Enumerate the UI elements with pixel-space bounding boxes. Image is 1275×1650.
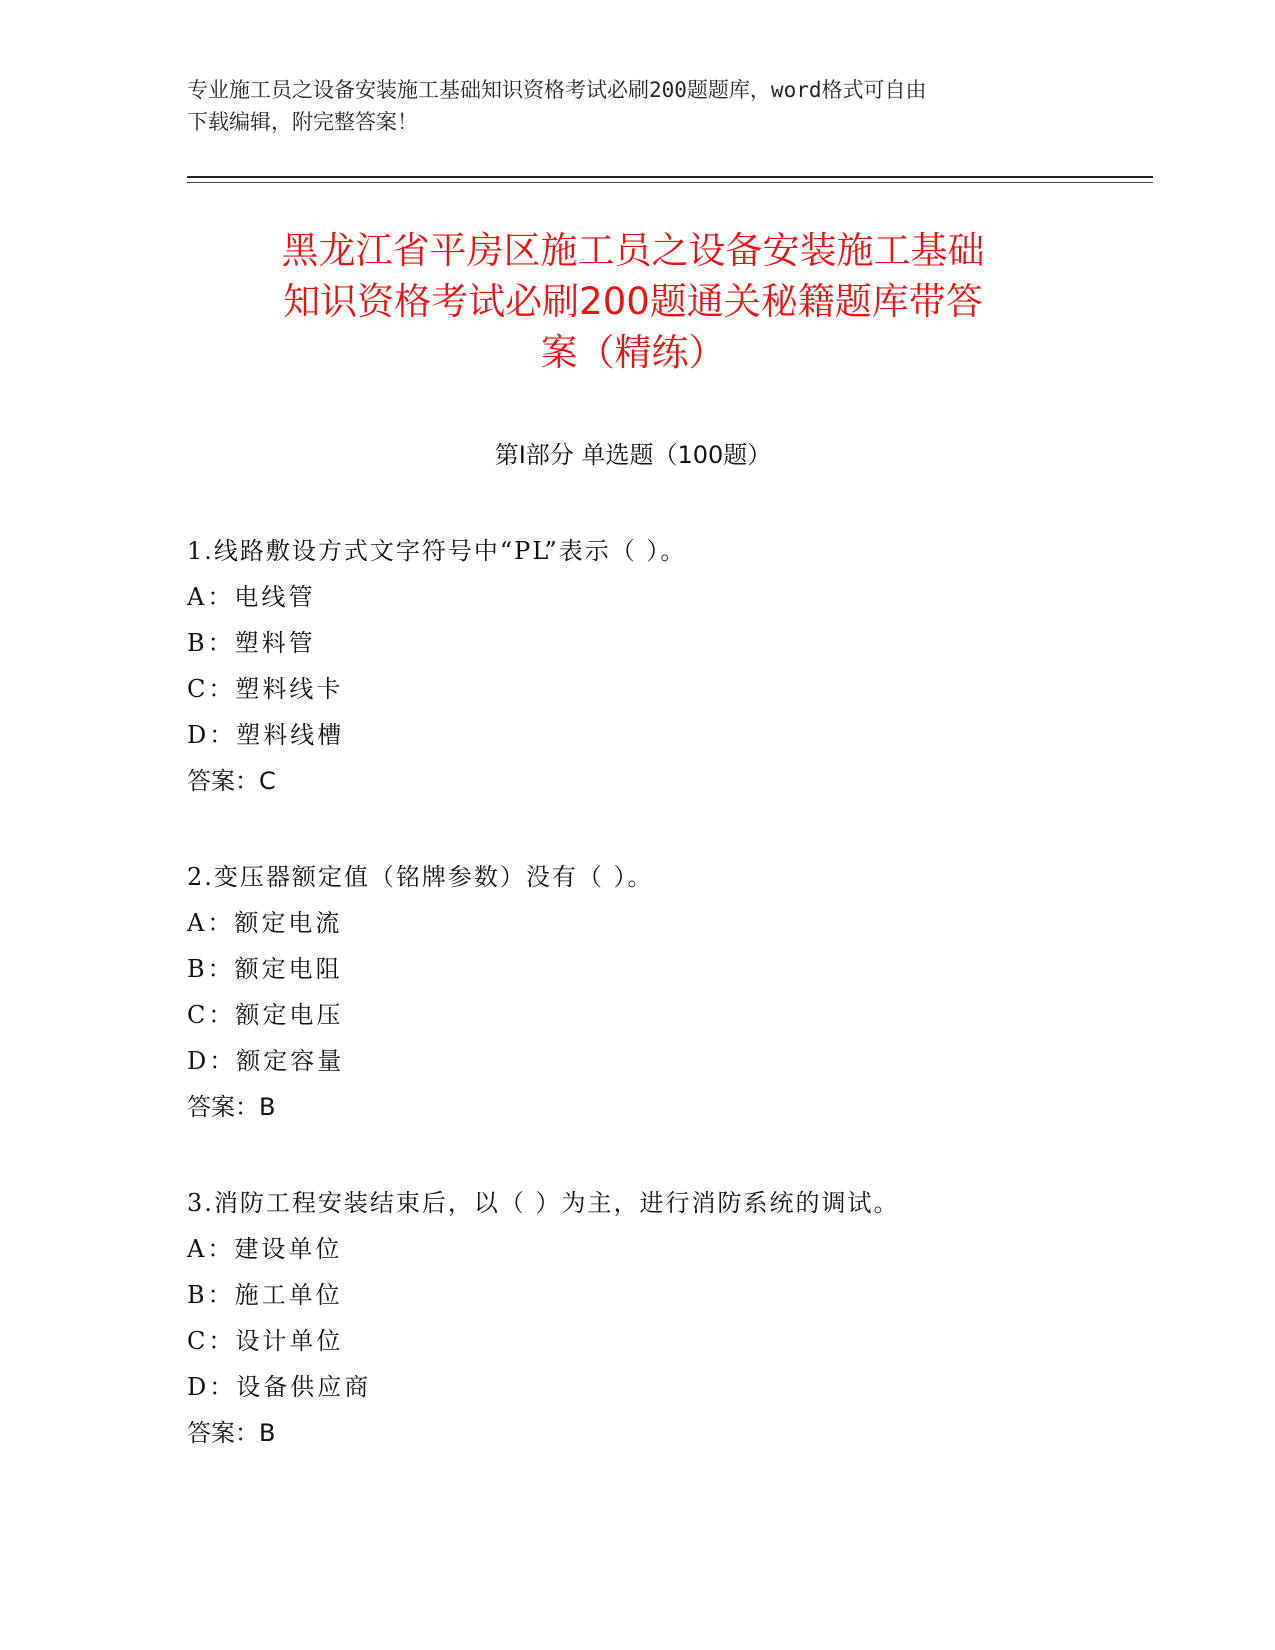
- header-note-line-1: 专业施工员之设备安装施工基础知识资格考试必刷200题题库，word格式可自由: [187, 78, 927, 102]
- option-d: D：额定容量: [187, 1047, 345, 1075]
- option-d: D：设备供应商: [187, 1373, 372, 1401]
- answer: 答案：B: [187, 1093, 276, 1121]
- header-rule-thin: [187, 182, 1153, 183]
- question-1: [187, 528, 1087, 804]
- document-title: [187, 225, 1079, 378]
- document-title-line-2: 知识资格考试必刷200题通关秘籍题库带答: [283, 280, 983, 323]
- option-c: C：额定电压: [187, 1001, 344, 1029]
- question-stem: 1.线路敷设方式文字符号中“PL”表示（ ）。: [187, 537, 687, 565]
- header-note-line-2: 下载编辑，附完整答案！: [187, 110, 418, 134]
- document-title-line-1: 黑龙江省平房区施工员之设备安装施工基础: [281, 229, 985, 272]
- question-stem: 3.消防工程安装结束后，以（ ）为主，进行消防系统的调试。: [187, 1189, 900, 1217]
- question-stem: 2.变压器额定值（铭牌参数）没有（ ）。: [187, 863, 654, 891]
- header-note: [187, 74, 1087, 138]
- question-3: [187, 1180, 1087, 1456]
- option-a: A：电线管: [187, 583, 316, 611]
- option-a: A：额定电流: [187, 909, 343, 937]
- option-b: B：塑料管: [187, 629, 316, 657]
- option-d: D：塑料线槽: [187, 721, 345, 749]
- option-c: C：设计单位: [187, 1327, 344, 1355]
- header-rule-thick: [187, 176, 1153, 178]
- option-b: B：额定电阻: [187, 955, 343, 983]
- document-title-line-3: 案（精练）: [540, 331, 726, 374]
- question-2: [187, 854, 1087, 1130]
- option-a: A：建设单位: [187, 1235, 343, 1263]
- option-c: C：塑料线卡: [187, 675, 344, 703]
- question-list: [187, 528, 1087, 1506]
- answer: 答案：B: [187, 1419, 276, 1447]
- section-title: 第Ⅰ部分 单选题（100题）: [494, 441, 772, 469]
- option-b: B：施工单位: [187, 1281, 343, 1309]
- answer: 答案：C: [187, 767, 276, 795]
